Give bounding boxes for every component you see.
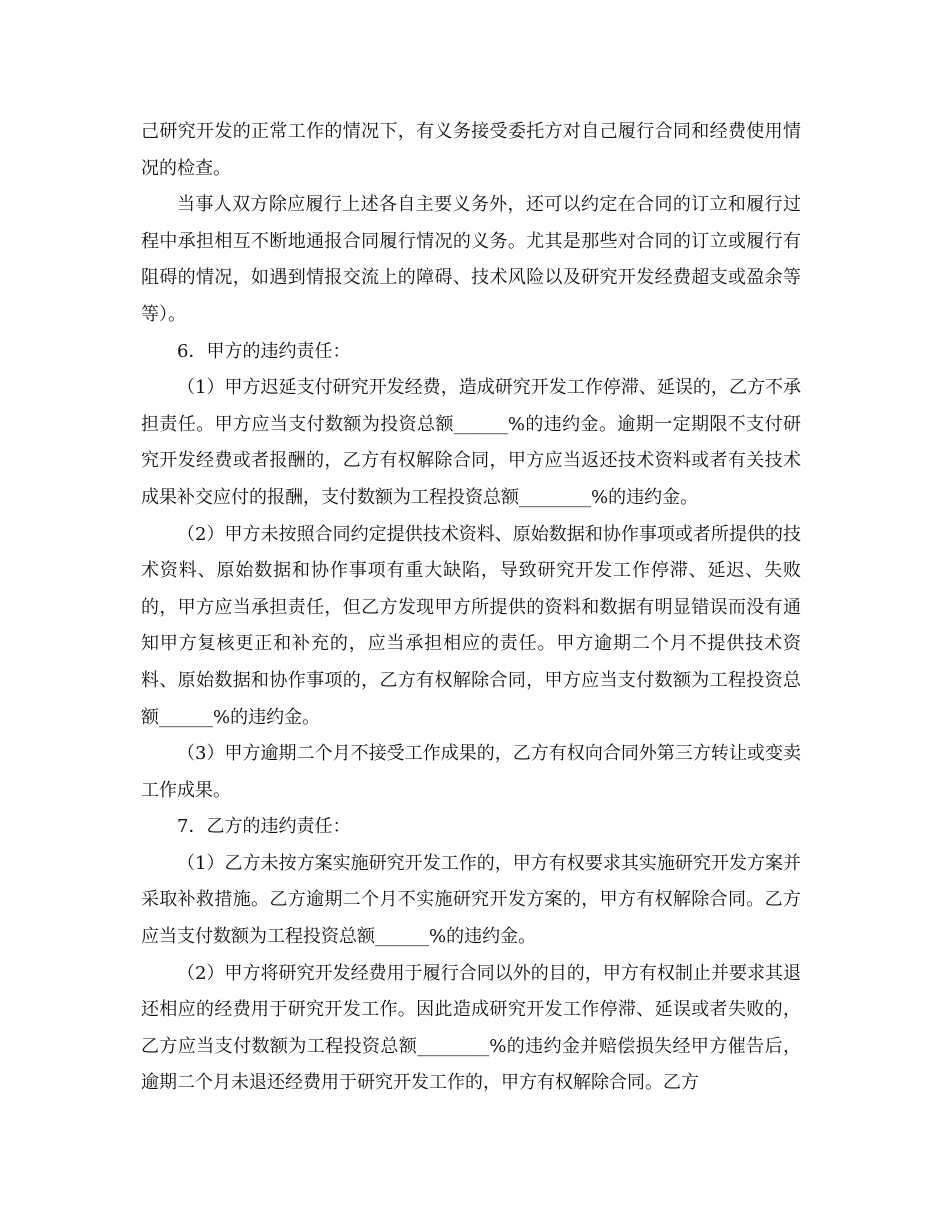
clause-a-2: （2）甲方未按照合同约定提供技术资料、原始数据和协作事项或者所提供的技术资料、原始数据和协作事项有重大缺陷，导致研究开发工作停滞、延迟、失败的，甲方应当承担责任，但乙方发现甲方所提供的资料和数据有明显错误而没有通知甲方复核更正和补充的，应当承担相应的责任。甲方逾期二个月不提供技术资料、原始数据和协作事项的，乙方有权解除合同，甲方应当支付数额为工程投资总额______%的违约金。: [141, 523, 801, 728]
clause-a-1: （1）甲方迟延支付研究开发经费，造成研究开发工作停滞、延误的，乙方不承担责任。甲方应当支付数额为投资总额______%的违约金。逾期一定期限不支付研究开发经费或者报酬的，乙方有权解除合同，甲方应当返还技术资料或者有关技术成果补交应付的报酬，支付数额为工程投资总额________%的违约金。: [141, 377, 801, 508]
clause-b-1: （1）乙方未按方案实施研究开发工作的，甲方有权要求其实施研究开发方案并采取补救措施。乙方逾期二个月不实施研究开发方案的，甲方有权解除合同。乙方应当支付数额为工程投资总额______%的违约金。: [141, 852, 801, 948]
heading-party-b-liability: 7．乙方的违约责任：: [177, 816, 351, 838]
clause-a-3: （3）甲方逾期二个月不接受工作成果的，乙方有权向合同外第三方转让或变卖工作成果。: [141, 743, 801, 801]
heading-party-a-liability: 6．甲方的违约责任：: [177, 340, 351, 362]
clause-b-2: （2）甲方将研究开发经费用于履行合同以外的目的，甲方有权制止并要求其退还相应的经费用于研究开发工作。因此造成研究开发工作停滞、延误或者失败的，乙方应当支付数额为工程投资总额________%的违约金并赔偿损失经甲方催告后，逾期二个月未退还经费用于研究开发工作的，甲方有权解除合同。乙方: [141, 962, 801, 1094]
contract-body: [141, 114, 801, 1102]
paragraph-mutual-obligations: 当事人双方除应履行上述各自主要义务外，还可以约定在合同的订立和履行过程中承担相互不断地通报合同履行情况的义务。尤其是那些对合同的订立或履行有阻碍的情况，如遇到情报交流上的障碍、技术风险以及研究开发经费超支或盈余等等）。: [141, 194, 801, 325]
paragraph-continuation: 己研究开发的正常工作的情况下，有义务接受委托方对自己履行合同和经费使用情况的检查。: [141, 121, 801, 179]
